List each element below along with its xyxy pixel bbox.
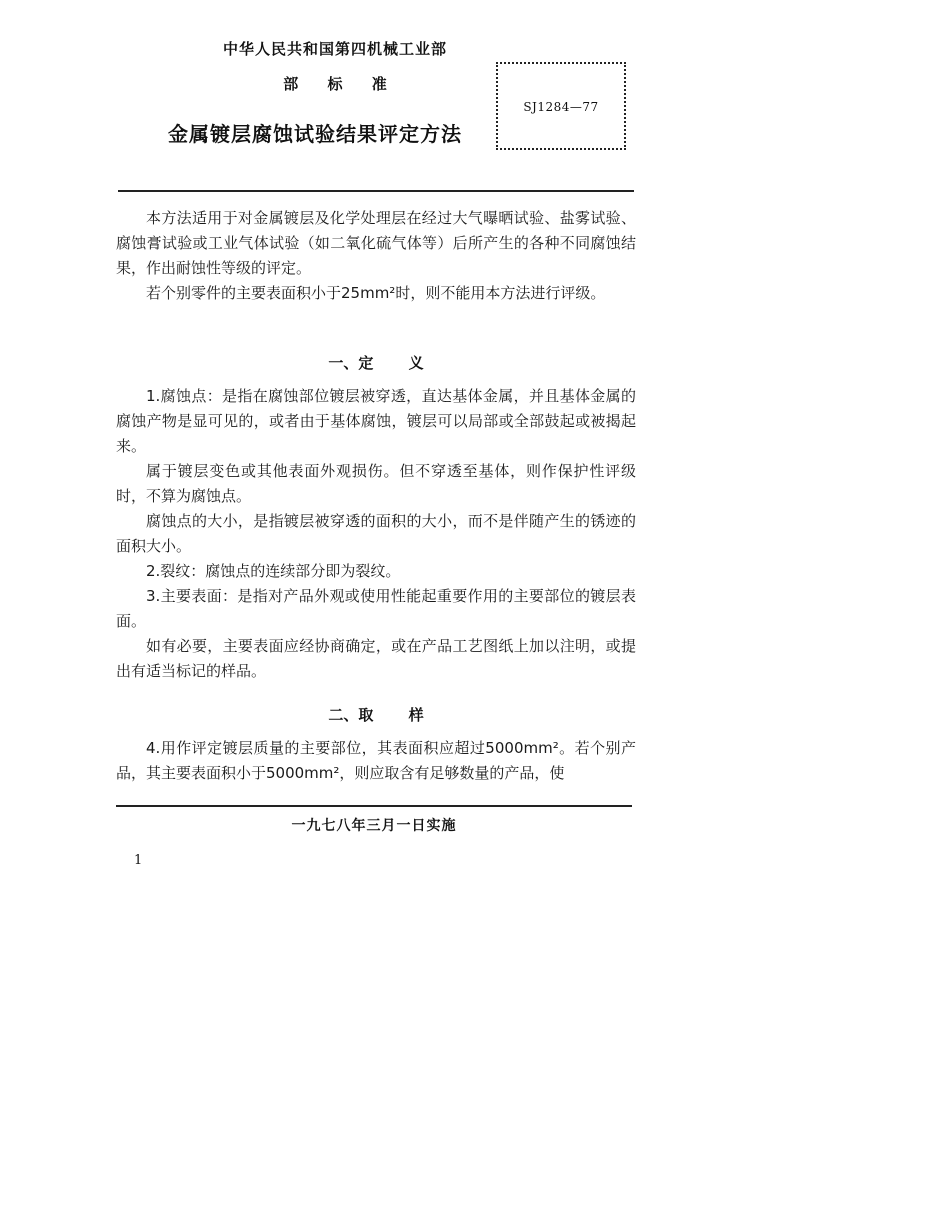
footer-rule (116, 805, 632, 807)
definition-paragraph: 1.腐蚀点：是指在腐蚀部位镀层被穿透，直达基体金属，并且基体金属的腐蚀产物是显可见的，或者由于基体腐蚀，镀层可以局部或全部鼓起或被揭起来。 (116, 387, 636, 455)
header-rule (118, 190, 634, 192)
definition-paragraph: 如有必要，主要表面应经协商确定，或在产品工艺图纸上加以注明，或提出有适当标记的样品。 (116, 637, 636, 680)
standard-code: SJ1284—77 (523, 100, 599, 114)
standard-type: 部 标 准 (283, 75, 387, 93)
sampling-paragraph: 4.用作评定镀层质量的主要部位，其表面积应超过5000mm²。若个别产品，其主要表面积小于5000mm²，则应取含有足够数量的产品，使 (116, 739, 636, 782)
intro-paragraph: 若个别零件的主要表面积小于25mm²时，则不能用本方法进行评级。 (146, 284, 606, 302)
sampling-block (116, 736, 636, 786)
section-heading-sampling: 二、取 样 (328, 706, 424, 724)
standard-code-box (496, 62, 626, 150)
effective-date: 一九七八年三月一日实施 (291, 818, 457, 834)
document-title: 金属镀层腐蚀试验结果评定方法 (168, 122, 462, 146)
definitions-block (116, 384, 636, 684)
definition-paragraph: 腐蚀点的大小，是指镀层被穿透的面积的大小，而不是伴随产生的锈迹的面积大小。 (116, 512, 636, 555)
definition-paragraph: 属于镀层变色或其他表面外观损伤。但不穿透至基体，则作保护性评级时，不算为腐蚀点。 (116, 462, 636, 505)
page-number: 1 (134, 853, 143, 868)
definition-paragraph: 3.主要表面：是指对产品外观或使用性能起重要作用的主要部位的镀层表面。 (116, 587, 636, 630)
definition-paragraph: 2.裂纹：腐蚀点的连续部分即为裂纹。 (146, 562, 401, 580)
ministry-name: 中华人民共和国第四机械工业部 (222, 40, 447, 58)
intro-paragraph: 本方法适用于对金属镀层及化学处理层在经过大气曝晒试验、盐雾试验、腐蚀膏试验或工业气体试验（如二氧化硫气体等）后所产生的各种不同腐蚀结果，作出耐蚀性等级的评定。 (116, 209, 636, 277)
intro-block (116, 206, 636, 306)
section-heading-definitions: 一、定 义 (328, 354, 424, 372)
